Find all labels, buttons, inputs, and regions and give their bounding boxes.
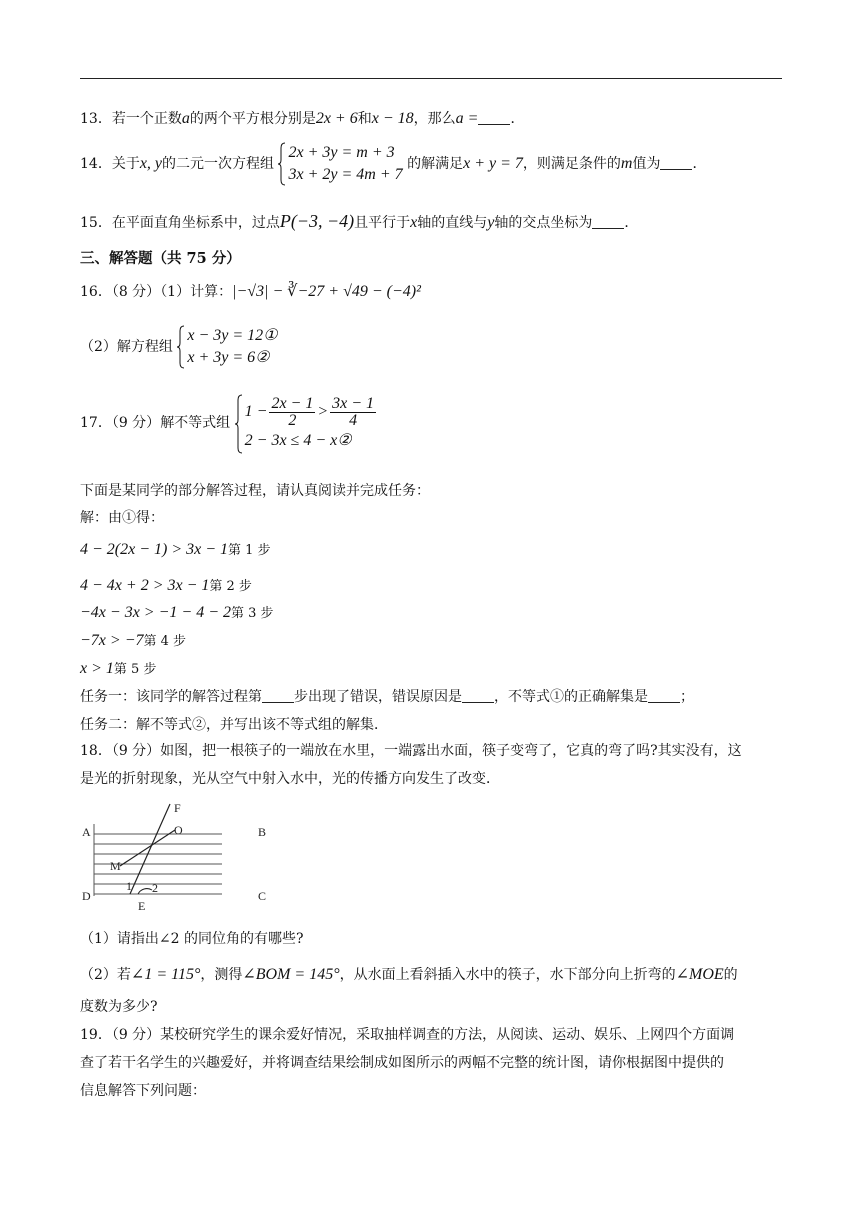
label-C: C — [258, 889, 267, 903]
math-variable: y — [487, 214, 495, 231]
question-18-part2: （2）若∠1 = 115°，测得∠BOM = 145°，从水面上看斜插入水中的筷子，水下部分向上折弯的∠MOE的 — [80, 966, 738, 983]
equation-system — [278, 142, 402, 186]
equation-row: x + 3y = 6② — [187, 349, 270, 366]
math-expression: x + y = 7 — [463, 155, 523, 172]
solution-step: x > 1第 5 步 — [80, 660, 157, 677]
math-variable: x — [410, 214, 418, 231]
question-18-part1: （1）请指出∠2 的同位角的有哪些? — [80, 931, 304, 947]
equation-system — [177, 325, 277, 369]
question-16-part2: （2）解方程组 x − 3y = 12① x + 3y = 6② — [80, 325, 278, 369]
math-expression: a = — [455, 110, 479, 127]
refraction-figure — [80, 800, 222, 920]
question-18-part2-cont: 度数为多少? — [80, 999, 158, 1015]
fraction: $\frac{2x - 1}{2}$ — [271, 394, 314, 429]
label-O: O — [174, 823, 183, 837]
equation-row: x − 3y = 12① — [187, 327, 278, 344]
solution-step: 4 − 2(2x − 1) > 3x − 1第 1 步 — [80, 541, 271, 558]
section-heading: 三、解答题（共 75 分） — [80, 250, 241, 267]
question-19-text: 19．（9 分）某校研究学生的课余爱好情况，采取抽样调查的方法，从阅读、运动、娱乐、上网四个方面调 — [80, 1027, 735, 1043]
question-18-text: 18．（9 分）如图，把一根筷子的一端放在水里，一端露出水面，筷子变弯了，它真的弯了吗?其实没有，这 — [80, 743, 742, 759]
answer-blank[interactable] — [262, 688, 294, 703]
score-label: （8 分） — [111, 284, 161, 300]
question-number: 15． — [80, 215, 112, 231]
brace-icon — [235, 394, 243, 454]
math-expression: |−√3| − ∛−27 + √49 − (−4)² — [232, 283, 421, 300]
solution-label: 解：由①得： — [80, 510, 164, 526]
question-19-text: 信息解答下列问题： — [80, 1083, 206, 1099]
label-D: D — [82, 889, 91, 903]
question-16-part1: 16．（8 分）（1）计算：|−√3| − ∛−27 + √49 − (−4)² — [80, 283, 421, 300]
question-number: 17． — [80, 415, 112, 431]
question-13: 13．若一个正数a的两个平方根分别是2x + 6和x − 18，那么a = ． — [80, 110, 525, 127]
task-two: 任务二：解不等式②，并写出该不等式组的解集． — [80, 717, 388, 733]
label-angle-2: 2 — [152, 881, 158, 895]
question-17: 17．（9 分）解不等式组 1 − $\frac{2x - 1}{2}$ > $\frac{3x - 1}{4}$ 2 − 3x ≤ 4 − x② — [80, 394, 378, 452]
question-14: 14．关于x, y的二元一次方程组 2x + 3y = m + 3 3x + 2y = 4m + 7 的解满足x + y = 7，则满足条件的m值为 ． — [80, 142, 706, 186]
question-18-text: 是光的折射现象，光从空气中射入水中，光的传播方向发生了改变． — [80, 771, 500, 787]
inequality-row-2: 2 − 3x ≤ 4 − x② — [244, 432, 352, 449]
equation-row: 2x + 3y = m + 3 — [288, 144, 395, 161]
fraction: $\frac{3x - 1}{4}$ — [332, 394, 375, 429]
answer-blank[interactable] — [660, 155, 692, 170]
label-E: E — [138, 899, 146, 913]
header-rule — [80, 78, 782, 79]
question-number: 16． — [80, 284, 112, 300]
answer-blank[interactable] — [648, 688, 680, 703]
task-one: 任务一：该同学的解答过程第 步出现了错误，错误原因是 ，不等式①的正确解集是 ； — [80, 689, 694, 705]
math-variable: x, y — [139, 155, 163, 172]
inequality-system — [235, 394, 378, 452]
math-expression: 2x + 6 — [315, 110, 358, 127]
answer-blank[interactable] — [478, 110, 510, 125]
label-F: F — [174, 801, 181, 815]
score-label: （9 分） — [111, 415, 161, 431]
math-expression: ∠MOE — [675, 966, 724, 983]
label-angle-1: 1 — [126, 879, 132, 893]
question-15: 15．在平面直角坐标系中，过点P(−3, −4)且平行于x轴的直线与y轴的交点坐标为 ． — [80, 211, 639, 231]
math-expression: ∠1 = 115° — [130, 966, 201, 983]
solution-step: 4 − 4x + 2 > 3x − 1第 2 步 — [80, 577, 252, 594]
label-M: M — [110, 859, 121, 873]
solution-step: −7x > −7第 4 步 — [80, 632, 187, 649]
question-number: 14． — [80, 156, 112, 172]
answer-blank[interactable] — [592, 214, 624, 229]
brace-icon — [278, 142, 286, 186]
inequality-row-1: 1 − $\frac{2x - 1}{2}$ > $\frac{3x - 1}{4}$ — [244, 394, 375, 429]
instruction-text: 下面是某同学的部分解答过程，请认真阅读并完成任务： — [80, 483, 430, 499]
question-19-text: 查了若干名学生的兴趣爱好，并将调查结果绘制成如图所示的两幅不完整的统计图，请你根据图中提供的 — [80, 1055, 724, 1071]
equation-row: 3x + 2y = 4m + 7 — [288, 166, 403, 183]
solution-step: −4x − 3x > −1 − 4 − 2第 3 步 — [80, 604, 274, 621]
math-expression: P(−3, −4) — [279, 211, 355, 231]
answer-blank[interactable] — [462, 688, 494, 703]
math-variable: a — [181, 110, 190, 127]
math-variable: m — [620, 155, 633, 172]
question-number: 13． — [80, 111, 112, 127]
math-expression: x − 18 — [371, 110, 414, 127]
math-expression: ∠BOM = 145° — [242, 966, 340, 983]
label-B: B — [258, 825, 267, 839]
refraction-figure-right — [222, 800, 282, 920]
brace-icon — [177, 325, 185, 369]
label-A: A — [82, 825, 91, 839]
